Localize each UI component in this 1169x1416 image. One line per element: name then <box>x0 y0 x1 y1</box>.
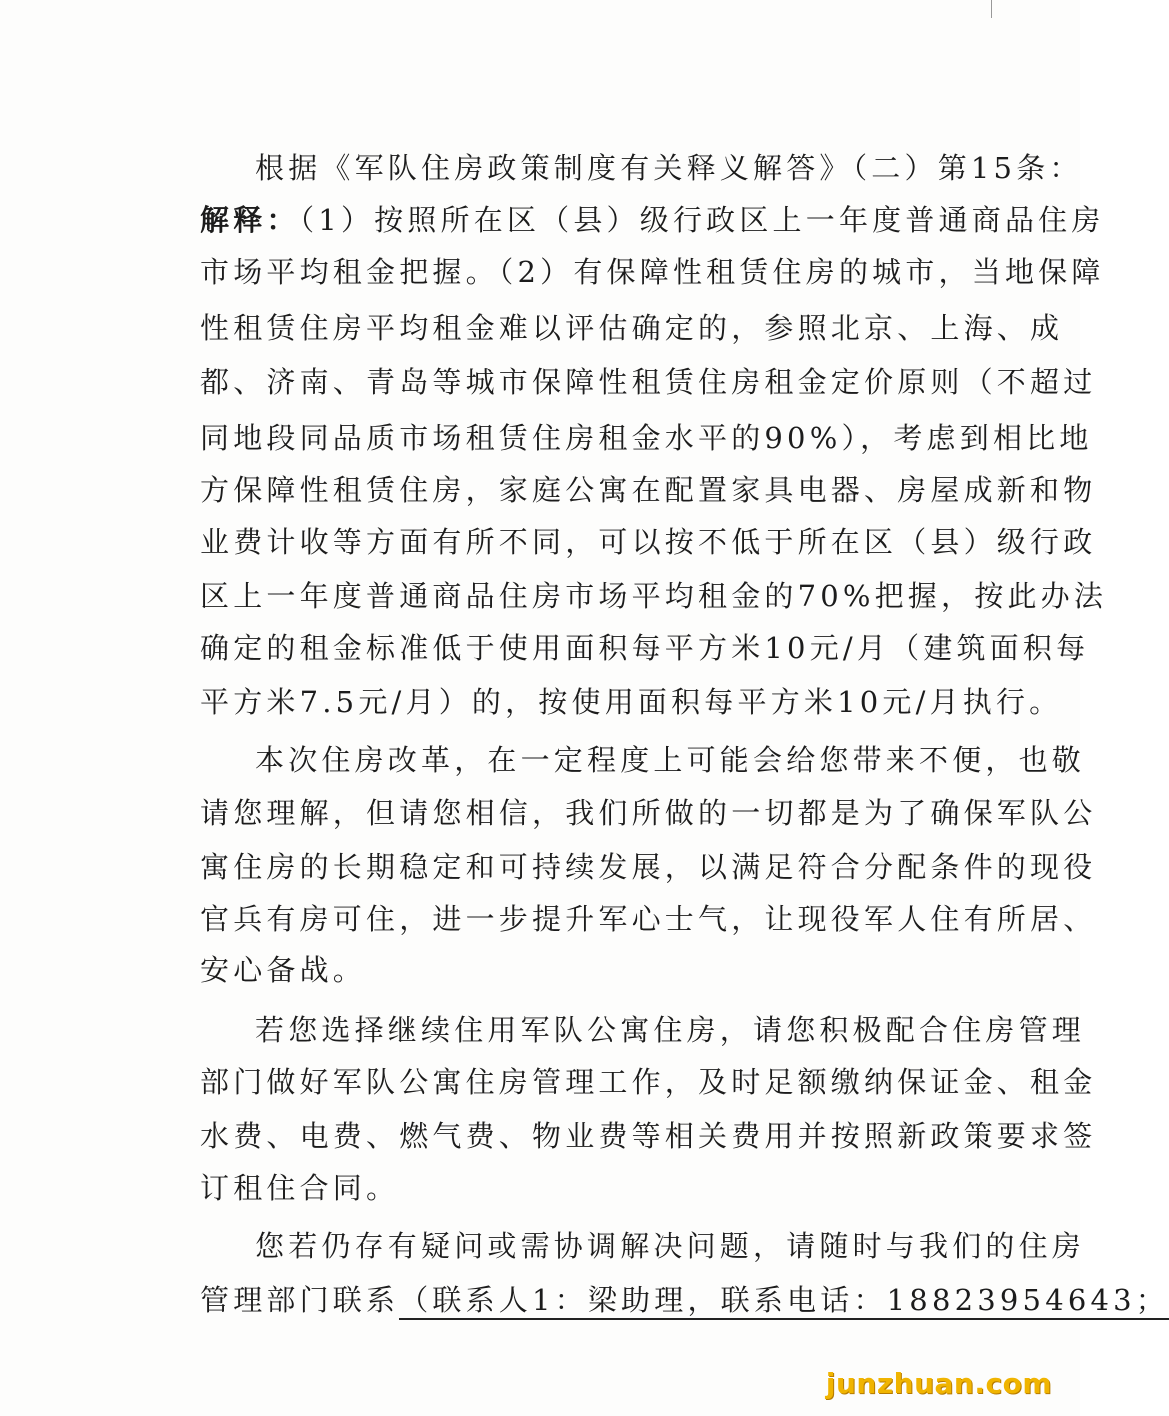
doc-line-19-text: 水费、电费、燃气费、物业费等相关费用并按照新政策要求签 <box>200 1119 1097 1153</box>
doc-line-4 <box>200 308 1063 348</box>
doc-line-10-text: 确定的租金标准低于使用面积每平方米10元/月（建筑面积每 <box>200 631 1090 665</box>
doc-line-2-text: （1）按照所在区（县）级行政区上一年度普通商品住房 <box>299 203 1105 237</box>
doc-line-20-text: 订租住合同。 <box>200 1171 400 1205</box>
doc-line-15-text: 官兵有房可住，进一步提升军心士气，让现役军人住有所居、 <box>200 902 1097 936</box>
doc-line-20 <box>200 1168 399 1208</box>
doc-line-7-text: 方保障性租赁住房，家庭公寓在配置家具电器、房屋成新和物 <box>200 473 1097 507</box>
doc-line-19 <box>200 1116 1096 1156</box>
doc-line-11 <box>200 682 1062 722</box>
doc-line-9-text: 区上一年度普通商品住房市场平均租金的70%把握，按此办法 <box>200 579 1108 613</box>
contact-info-underlined: （联系人1：梁助理，联系电话：18823954643； <box>399 1283 1169 1320</box>
doc-line-18-text: 部门做好军队公寓住房管理工作，及时足额缴纳保证金、租金 <box>200 1065 1097 1099</box>
doc-line-16 <box>200 950 366 990</box>
doc-line-21-text: 您若仍存有疑问或需协调解决问题，请随时与我们的住房 <box>255 1229 1086 1263</box>
doc-line-17 <box>255 1010 1085 1050</box>
doc-line-14-text: 寓住房的长期稳定和可持续发展，以满足符合分配条件的现役 <box>200 850 1097 884</box>
doc-line-5-text: 都、济南、青岛等城市保障性租赁住房租金定价原则（不超过 <box>200 365 1097 399</box>
doc-line-2 <box>200 200 1105 240</box>
doc-line-10 <box>200 628 1089 668</box>
doc-line-22 <box>200 1280 1169 1320</box>
doc-line-15 <box>200 899 1096 939</box>
doc-line-18 <box>200 1062 1096 1102</box>
doc-line-9 <box>200 576 1107 616</box>
doc-line-17-text: 若您选择继续住用军队公寓住房，请您积极配合住房管理 <box>255 1013 1086 1047</box>
doc-line-7 <box>200 470 1096 510</box>
scan-edge-mark <box>991 0 992 18</box>
doc-line-4-text: 性租赁住房平均租金难以评估确定的，参照北京、上海、成 <box>200 311 1064 345</box>
doc-line-5 <box>200 362 1096 402</box>
doc-line-12-text: 本次住房改革，在一定程度上可能会给您带来不便，也敬 <box>255 743 1086 777</box>
doc-line-2-label: 解释： <box>200 203 300 237</box>
site-watermark: junzhuan.com <box>825 1367 1052 1400</box>
doc-line-1-text: 根据《军队住房政策制度有关释义解答》（二）第15条： <box>255 151 1083 185</box>
doc-line-8-text: 业费计收等方面有所不同，可以按不低于所在区（县）级行政 <box>200 525 1097 559</box>
doc-line-22-label: 管理部门联系 <box>200 1283 400 1317</box>
doc-line-12 <box>255 740 1085 780</box>
doc-line-14 <box>200 847 1096 887</box>
doc-line-3 <box>200 252 1105 292</box>
doc-line-3-text: 市场平均租金把握。（2）有保障性租赁住房的城市，当地保障 <box>200 255 1105 289</box>
doc-line-6 <box>200 418 1093 458</box>
doc-line-1 <box>255 148 1083 188</box>
doc-line-21 <box>255 1226 1085 1266</box>
doc-line-11-text: 平方米7.5元/月）的，按使用面积每平方米10元/月执行。 <box>200 685 1063 719</box>
doc-line-16-text: 安心备战。 <box>200 953 367 987</box>
doc-line-8 <box>200 522 1096 562</box>
doc-line-13 <box>200 793 1096 833</box>
doc-line-13-text: 请您理解，但请您相信，我们所做的一切都是为了确保军队公 <box>200 796 1097 830</box>
doc-line-6-text: 同地段同品质市场租赁住房租金水平的90%），考虑到相比地 <box>200 421 1093 455</box>
